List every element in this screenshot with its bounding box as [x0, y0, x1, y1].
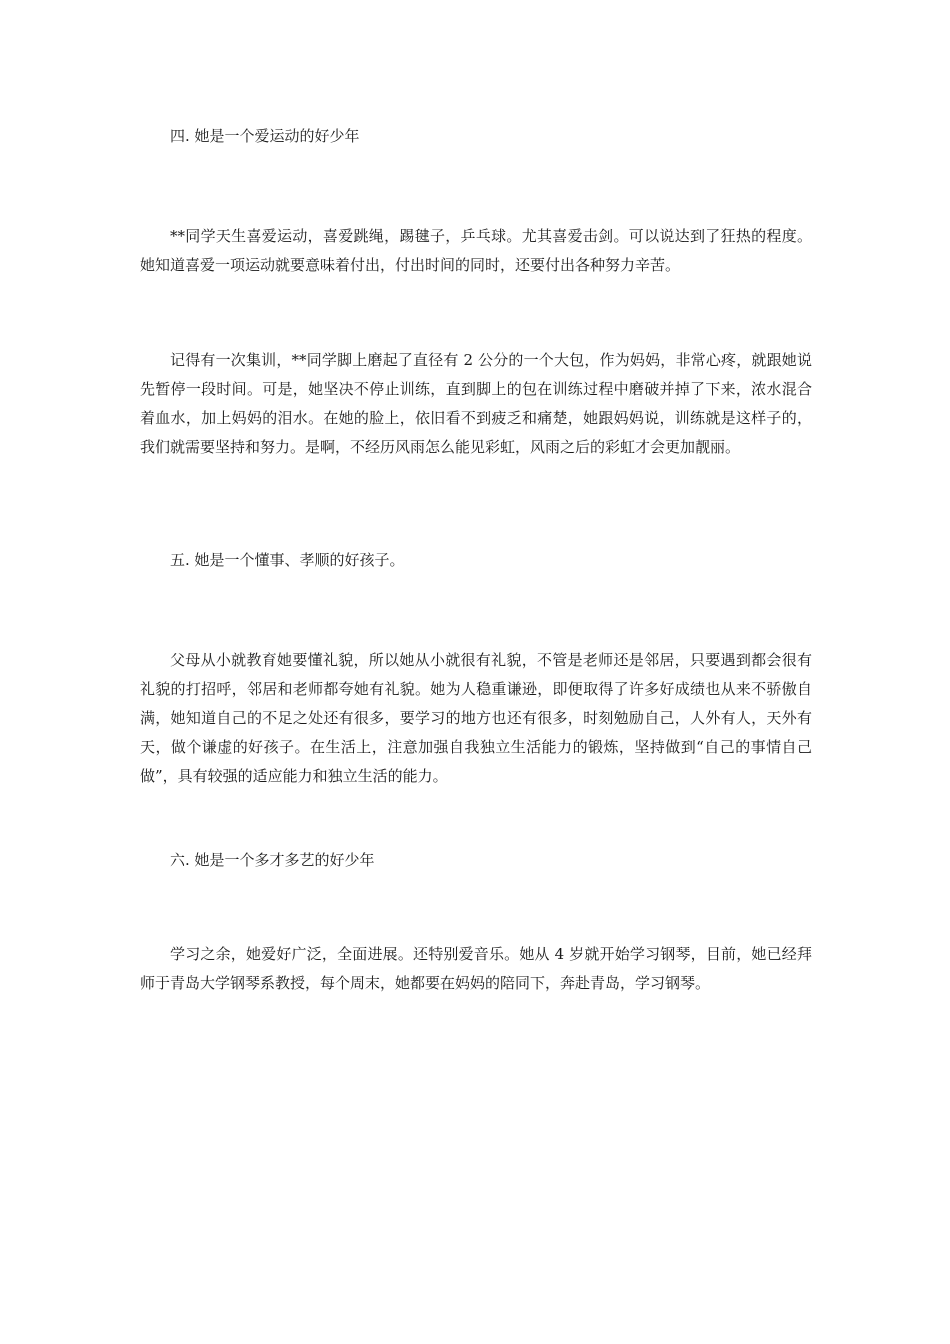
- paragraph-sports-1: **同学天生喜爱运动，喜爱跳绳，踢毽子，乒乓球。尤其喜爱击剑。可以说达到了狂热的程度。她知道喜爱一项运动就要意味着付出，付出时间的同时，还要付出各种努力辛苦。: [140, 227, 812, 274]
- paragraph-manners: 父母从小就教育她要懂礼貌，所以她从小就很有礼貌，不管是老师还是邻居，只要遇到都会很有礼貌的打招呼，邻居和老师都夸她有礼貌。她为人稳重谦逊，即便取得了许多好成绩也从来不骄傲自满，她知道自己的不足之处还有很多，要学习的地方也还有很多，时刻勉励自己，人外有人，天外有天，做个谦虚的好孩子。在生活上，注意加强自我独立生活能力的锻炼，坚持做到“自己的事情自己做”，具有较强的适应能力和独立生活的能力。: [140, 651, 812, 785]
- section-heading-4: 四. 她是一个爱运动的好少年: [170, 127, 360, 145]
- section-heading-5: 五. 她是一个懂事、孝顺的好孩子。: [170, 551, 405, 569]
- section-heading-6: 六. 她是一个多才多艺的好少年: [170, 851, 375, 869]
- paragraph-music: 学习之余，她爱好广泛，全面进展。还特别爱音乐。她从 4 岁就开始学习钢琴，目前，她已经拜师于青岛大学钢琴系教授，每个周末，她都要在妈妈的陪同下，奔赴青岛，学习钢琴。: [140, 945, 812, 992]
- paragraph-sports-2: 记得有一次集训，**同学脚上磨起了直径有 2 公分的一个大包，作为妈妈，非常心疼，就跟她说先暂停一段时间。可是，她坚决不停止训练，直到脚上的包在训练过程中磨破并掉了下来，浓水混合着血水，加上妈妈的泪水。在她的脸上，依旧看不到疲乏和痛楚，她跟妈妈说，训练就是这样子的，我们就需要坚持和努力。是啊，不经历风雨怎么能见彩虹，风雨之后的彩虹才会更加靓丽。: [140, 351, 812, 456]
